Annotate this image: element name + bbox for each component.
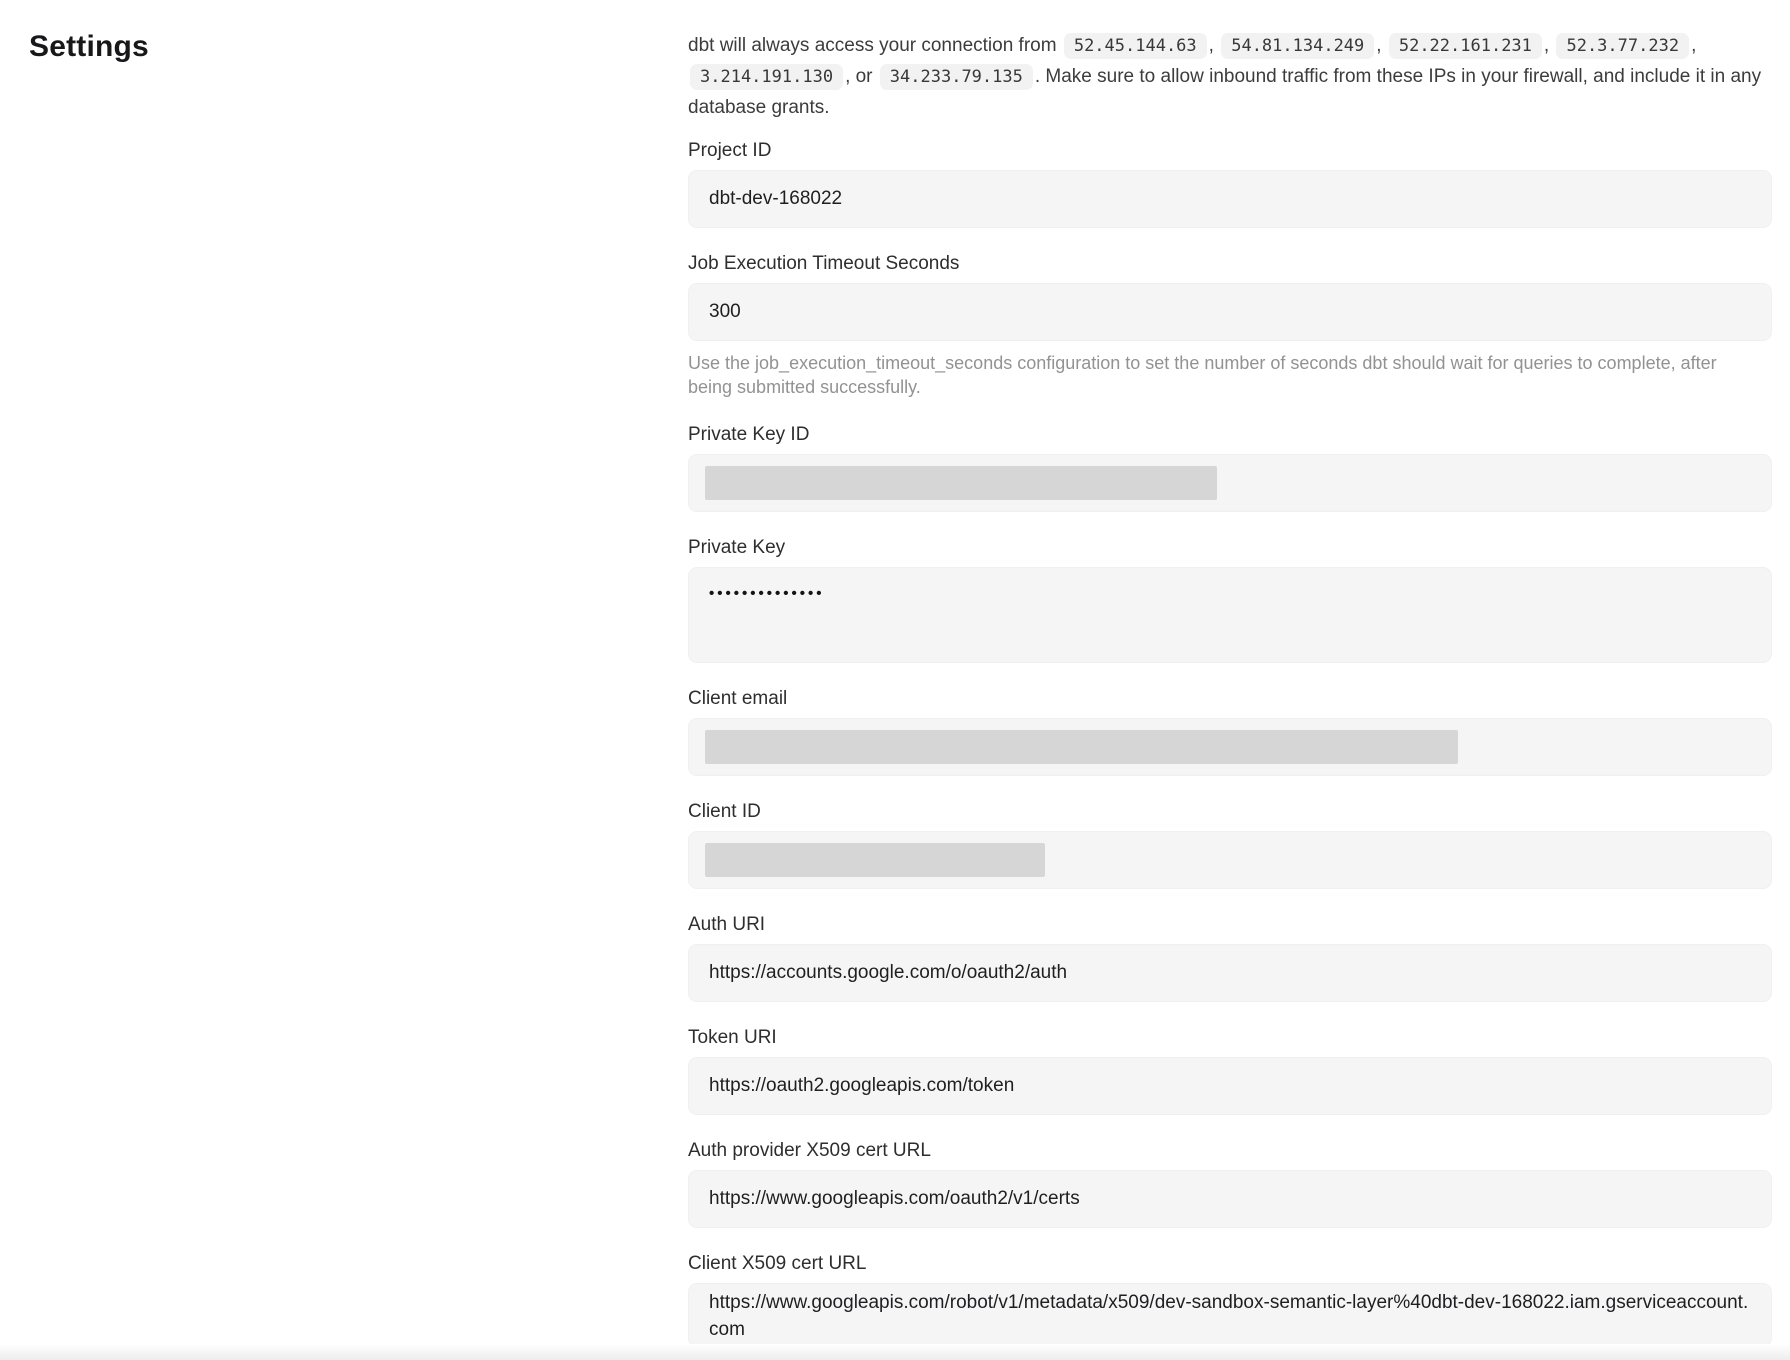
- job-execution-timeout-helper-text: Use the job_execution_timeout_seconds configuration to set the number of seconds dbt should wait for queries to complete, after being submitted successfully.: [688, 353, 1717, 397]
- field-group-client-email: [688, 688, 1772, 776]
- token-uri-label: Token URI: [688, 1027, 777, 1048]
- field-group-private-key-id: [688, 424, 1772, 512]
- auth-provider-x509-cert-url-value: https://www.googleapis.com/oauth2/v1/certs: [709, 1188, 1080, 1209]
- redacted-value-block: [705, 730, 1458, 764]
- field-group-project-id: [688, 140, 1772, 228]
- token-uri-input[interactable]: [688, 1057, 1772, 1115]
- field-group-token-uri: [688, 1027, 1772, 1115]
- ip-address-chip: 34.233.79.135: [880, 64, 1033, 90]
- client-x509-cert-url-value: https://www.googleapis.com/robot/v1/metadata/x509/dev-sandbox-semantic-layer%40dbt-dev-168022.iam.gserviceaccount.com: [709, 1292, 1749, 1340]
- client-x509-cert-url-input[interactable]: [688, 1283, 1772, 1347]
- client-x509-cert-url-label: Client X509 cert URL: [688, 1253, 867, 1274]
- field-group-auth-provider-x509-cert-url: [688, 1140, 1772, 1228]
- client-id-input[interactable]: [688, 831, 1772, 889]
- ip-address-chip: 52.45.144.63: [1064, 33, 1207, 59]
- auth-uri-input[interactable]: [688, 944, 1772, 1002]
- redacted-value-block: [705, 466, 1217, 500]
- private-key-masked-value: ••••••••••••••: [709, 585, 825, 602]
- auth-uri-label: Auth URI: [688, 914, 766, 935]
- project-id-value: dbt-dev-168022: [709, 188, 843, 209]
- page-title: Settings: [29, 30, 149, 63]
- ip-address-chip: 52.22.161.231: [1389, 33, 1542, 59]
- auth-provider-x509-cert-url-input[interactable]: [688, 1170, 1772, 1228]
- bottom-section-edge: [0, 1344, 1790, 1360]
- field-group-job-execution-timeout: [688, 253, 1772, 399]
- project-id-input[interactable]: [688, 170, 1772, 228]
- job-execution-timeout-input[interactable]: [688, 283, 1772, 341]
- ip-address-chip: 54.81.134.249: [1221, 33, 1374, 59]
- field-group-private-key: [688, 537, 1772, 663]
- connection-ip-notice: dbt will always access your connection from 52.45.144.63 , 54.81.134.249 , 52.22.161.231 , 52.3.77.232 , 3.214.191.130 , or 34.233.79.135 . Make sure to allow inbound traffic from these IPs in your firewall, and include it in any database grants.: [688, 35, 1762, 118]
- token-uri-value: https://oauth2.googleapis.com/token: [709, 1075, 1015, 1096]
- project-id-label: Project ID: [688, 140, 772, 161]
- private-key-id-label: Private Key ID: [688, 424, 810, 445]
- field-group-client-x509-cert-url: [688, 1253, 1772, 1347]
- field-group-client-id: [688, 801, 1772, 889]
- redacted-value-block: [705, 843, 1045, 877]
- job-execution-timeout-label: Job Execution Timeout Seconds: [688, 253, 960, 274]
- connection-settings-form: [688, 0, 1772, 1347]
- ip-address-chip: 3.214.191.130: [690, 64, 843, 90]
- private-key-label: Private Key: [688, 537, 786, 558]
- client-id-label: Client ID: [688, 801, 761, 822]
- auth-uri-value: https://accounts.google.com/o/oauth2/auth: [709, 962, 1068, 983]
- client-email-label: Client email: [688, 688, 788, 709]
- client-email-input[interactable]: [688, 718, 1772, 776]
- private-key-textarea[interactable]: [688, 567, 1772, 663]
- job-execution-timeout-value: 300: [709, 301, 741, 322]
- auth-provider-x509-cert-url-label: Auth provider X509 cert URL: [688, 1140, 931, 1161]
- field-group-auth-uri: [688, 914, 1772, 1002]
- private-key-id-input[interactable]: [688, 454, 1772, 512]
- ip-address-chip: 52.3.77.232: [1556, 33, 1689, 59]
